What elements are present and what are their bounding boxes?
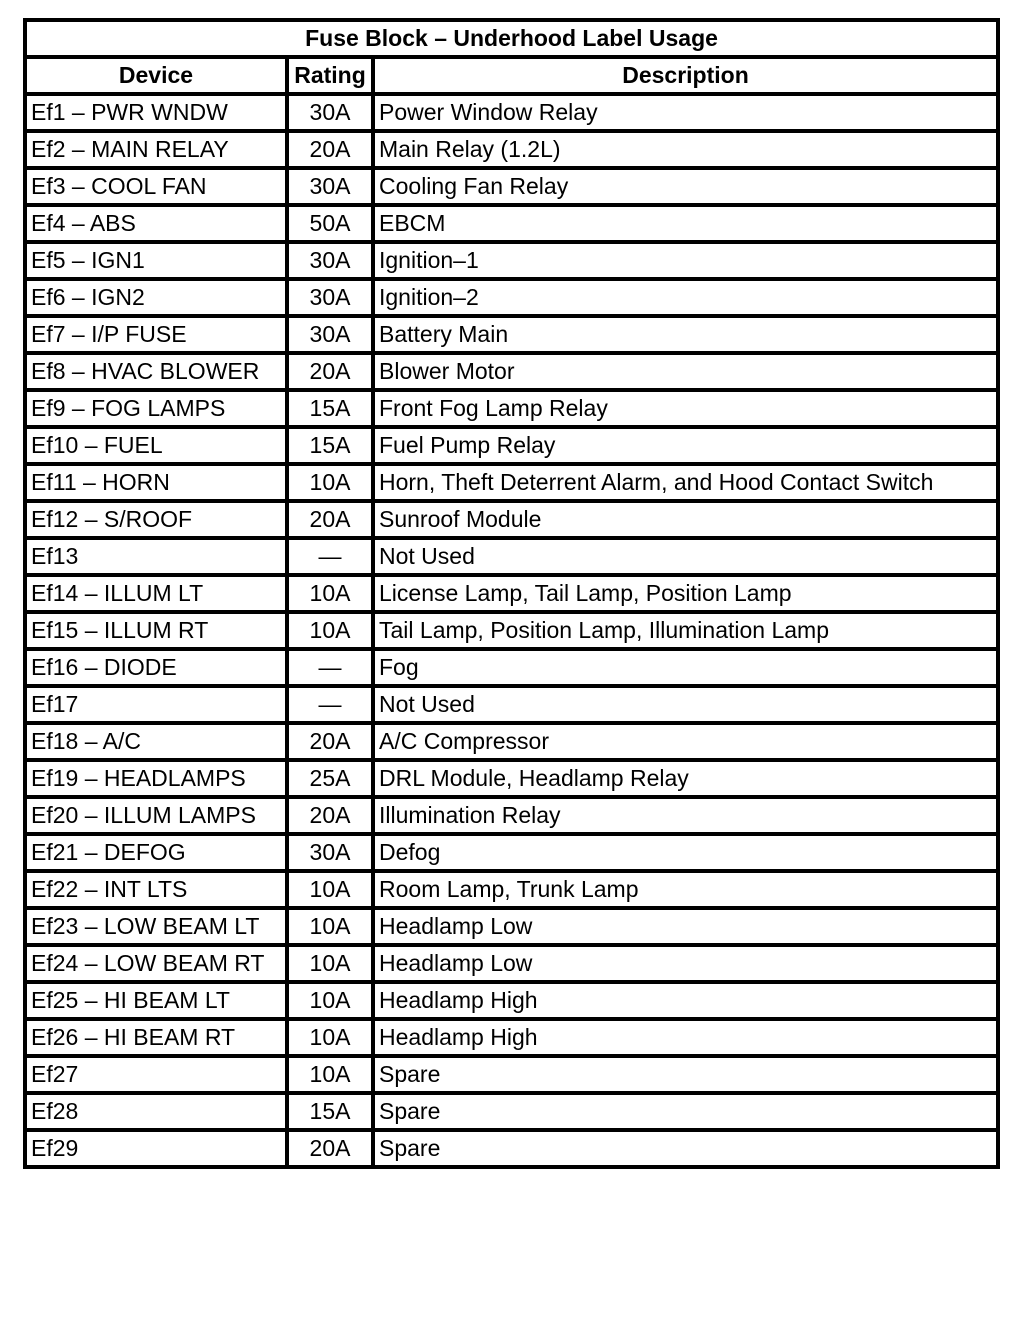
device-cell: Ef5 – IGN1: [25, 242, 287, 279]
table-header-row: [25, 57, 998, 94]
device-cell: Ef4 – ABS: [25, 205, 287, 242]
device-cell: Ef11 – HORN: [25, 464, 287, 501]
device-cell: Ef21 – DEFOG: [25, 834, 287, 871]
table-row: [25, 279, 998, 316]
description-cell: Sunroof Module: [373, 501, 998, 538]
table-body: [25, 94, 998, 1167]
table-row: [25, 538, 998, 575]
description-cell: Not Used: [373, 538, 998, 575]
description-cell: Power Window Relay: [373, 94, 998, 131]
rating-cell: 10A: [287, 871, 373, 908]
table-row: [25, 760, 998, 797]
table-row: [25, 723, 998, 760]
table-row: [25, 131, 998, 168]
table-row: [25, 945, 998, 982]
rating-cell: 20A: [287, 1130, 373, 1167]
rating-cell: 20A: [287, 723, 373, 760]
description-cell: Headlamp Low: [373, 908, 998, 945]
rating-cell: 10A: [287, 612, 373, 649]
rating-cell: 30A: [287, 242, 373, 279]
rating-cell: 10A: [287, 575, 373, 612]
description-cell: Horn, Theft Deterrent Alarm, and Hood Contact Switch: [373, 464, 998, 501]
device-cell: Ef19 – HEADLAMPS: [25, 760, 287, 797]
device-cell: Ef29: [25, 1130, 287, 1167]
table-row: [25, 427, 998, 464]
table-row: [25, 686, 998, 723]
device-cell: Ef22 – INT LTS: [25, 871, 287, 908]
header-rating: Rating: [287, 57, 373, 94]
device-cell: Ef24 – LOW BEAM RT: [25, 945, 287, 982]
description-cell: Tail Lamp, Position Lamp, Illumination Lamp: [373, 612, 998, 649]
rating-cell: —: [287, 649, 373, 686]
rating-cell: 30A: [287, 94, 373, 131]
rating-cell: —: [287, 538, 373, 575]
rating-cell: 30A: [287, 279, 373, 316]
description-cell: Room Lamp, Trunk Lamp: [373, 871, 998, 908]
device-cell: Ef7 – I/P FUSE: [25, 316, 287, 353]
table-row: [25, 1130, 998, 1167]
rating-cell: 10A: [287, 982, 373, 1019]
device-cell: Ef9 – FOG LAMPS: [25, 390, 287, 427]
table-row: [25, 834, 998, 871]
description-cell: Spare: [373, 1056, 998, 1093]
table-row: [25, 612, 998, 649]
description-cell: Blower Motor: [373, 353, 998, 390]
description-cell: EBCM: [373, 205, 998, 242]
description-cell: Defog: [373, 834, 998, 871]
device-cell: Ef8 – HVAC BLOWER: [25, 353, 287, 390]
device-cell: Ef23 – LOW BEAM LT: [25, 908, 287, 945]
table-row: [25, 908, 998, 945]
table-row: [25, 390, 998, 427]
device-cell: Ef3 – COOL FAN: [25, 168, 287, 205]
table-row: [25, 501, 998, 538]
table-row: [25, 464, 998, 501]
fuse-usage-table: [23, 18, 1000, 1169]
table-row: [25, 242, 998, 279]
rating-cell: 15A: [287, 390, 373, 427]
device-cell: Ef2 – MAIN RELAY: [25, 131, 287, 168]
table-row: [25, 575, 998, 612]
table-title-row: [25, 20, 998, 57]
rating-cell: 15A: [287, 1093, 373, 1130]
description-cell: Front Fog Lamp Relay: [373, 390, 998, 427]
device-cell: Ef26 – HI BEAM RT: [25, 1019, 287, 1056]
device-cell: Ef25 – HI BEAM LT: [25, 982, 287, 1019]
table-row: [25, 649, 998, 686]
rating-cell: 10A: [287, 945, 373, 982]
rating-cell: 10A: [287, 1056, 373, 1093]
table-row: [25, 1093, 998, 1130]
device-cell: Ef12 – S/ROOF: [25, 501, 287, 538]
rating-cell: 10A: [287, 908, 373, 945]
description-cell: Fuel Pump Relay: [373, 427, 998, 464]
rating-cell: 50A: [287, 205, 373, 242]
device-cell: Ef16 – DIODE: [25, 649, 287, 686]
table-row: [25, 1019, 998, 1056]
description-cell: Spare: [373, 1130, 998, 1167]
table-title: Fuse Block – Underhood Label Usage: [25, 20, 998, 57]
description-cell: Spare: [373, 1093, 998, 1130]
rating-cell: 20A: [287, 501, 373, 538]
rating-cell: 30A: [287, 834, 373, 871]
description-cell: Illumination Relay: [373, 797, 998, 834]
device-cell: Ef1 – PWR WNDW: [25, 94, 287, 131]
description-cell: Headlamp High: [373, 1019, 998, 1056]
rating-cell: 25A: [287, 760, 373, 797]
description-cell: A/C Compressor: [373, 723, 998, 760]
table-row: [25, 797, 998, 834]
description-cell: Headlamp Low: [373, 945, 998, 982]
device-cell: Ef15 – ILLUM RT: [25, 612, 287, 649]
device-cell: Ef28: [25, 1093, 287, 1130]
rating-cell: 20A: [287, 797, 373, 834]
description-cell: DRL Module, Headlamp Relay: [373, 760, 998, 797]
rating-cell: 30A: [287, 316, 373, 353]
table-row: [25, 316, 998, 353]
device-cell: Ef13: [25, 538, 287, 575]
device-cell: Ef20 – ILLUM LAMPS: [25, 797, 287, 834]
table-row: [25, 353, 998, 390]
description-cell: Battery Main: [373, 316, 998, 353]
table-row: [25, 205, 998, 242]
rating-cell: 20A: [287, 131, 373, 168]
device-cell: Ef27: [25, 1056, 287, 1093]
rating-cell: 10A: [287, 1019, 373, 1056]
rating-cell: 30A: [287, 168, 373, 205]
device-cell: Ef6 – IGN2: [25, 279, 287, 316]
device-cell: Ef14 – ILLUM LT: [25, 575, 287, 612]
description-cell: Not Used: [373, 686, 998, 723]
table-row: [25, 871, 998, 908]
rating-cell: 20A: [287, 353, 373, 390]
header-description: Description: [373, 57, 998, 94]
header-device: Device: [25, 57, 287, 94]
description-cell: Main Relay (1.2L): [373, 131, 998, 168]
description-cell: Fog: [373, 649, 998, 686]
device-cell: Ef18 – A/C: [25, 723, 287, 760]
description-cell: Ignition–2: [373, 279, 998, 316]
device-cell: Ef17: [25, 686, 287, 723]
rating-cell: —: [287, 686, 373, 723]
description-cell: Cooling Fan Relay: [373, 168, 998, 205]
table-row: [25, 1056, 998, 1093]
description-cell: License Lamp, Tail Lamp, Position Lamp: [373, 575, 998, 612]
description-cell: Ignition–1: [373, 242, 998, 279]
table-row: [25, 168, 998, 205]
device-cell: Ef10 – FUEL: [25, 427, 287, 464]
rating-cell: 15A: [287, 427, 373, 464]
table-row: [25, 94, 998, 131]
description-cell: Headlamp High: [373, 982, 998, 1019]
table-row: [25, 982, 998, 1019]
rating-cell: 10A: [287, 464, 373, 501]
